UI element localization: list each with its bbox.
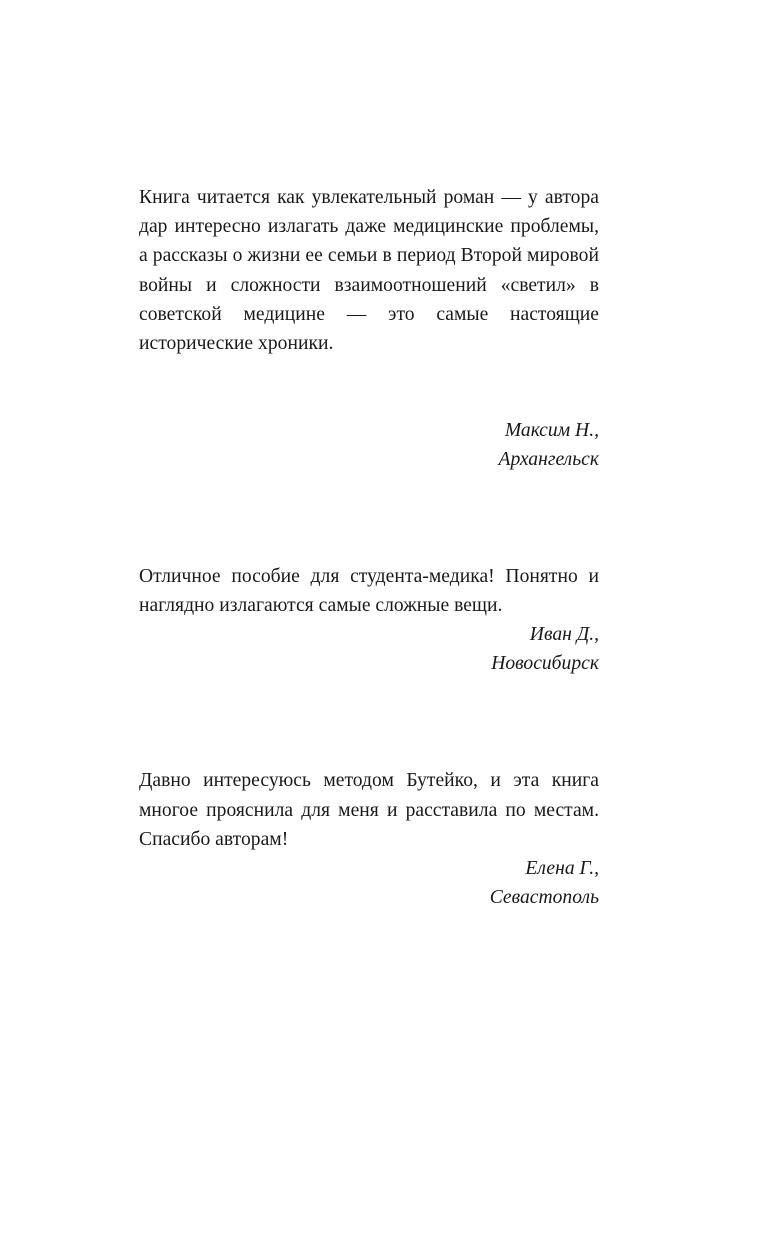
- testimonial-body: Давно интересуюсь методом Бутейко, и эта книга многое прояснила для меня и расставила по местам. Спасибо авторам!: [139, 770, 599, 850]
- testimonial-attribution: [139, 416, 599, 474]
- testimonial-block: [139, 562, 599, 679]
- testimonials-container: [139, 183, 599, 912]
- attribution-author-name: Иван Д.,: [529, 624, 599, 646]
- testimonial-attribution: [139, 620, 599, 678]
- attribution-author-city: Архангельск: [498, 449, 599, 471]
- testimonial-block: [139, 183, 599, 475]
- attribution-author-name: Елена Г.,: [525, 858, 599, 880]
- attribution-author-city: Севастополь: [489, 887, 599, 909]
- block-spacer: [139, 678, 599, 766]
- testimonial-block: [139, 766, 599, 912]
- block-spacer: [139, 475, 599, 562]
- testimonial-attribution: [139, 854, 599, 912]
- testimonial-body: Отличное пособие для студента-медика! Понятно и наглядно излагаются самые сложные вещи.: [139, 565, 599, 616]
- attribution-author-city: Новосибирск: [491, 653, 599, 675]
- attribution-author-name: Максим Н.,: [504, 420, 599, 442]
- spacer: [139, 358, 599, 416]
- testimonial-body: Книга читается как увлекательный роман — у автора дар интересно излагать даже медицинские проблемы, а рассказы о жизни ее семьи в период Второй мировой войны и сложности взаимоотношений «светил» в советской медицине — это самые настоящие исторические хроники.: [139, 187, 599, 355]
